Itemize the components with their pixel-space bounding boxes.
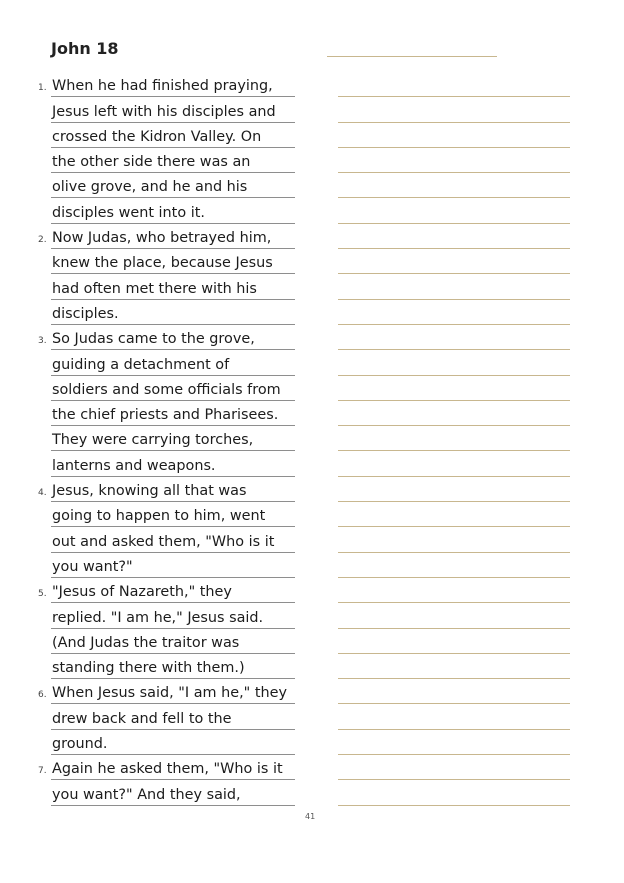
verse-line [51, 553, 295, 578]
writing-line[interactable] [338, 730, 570, 755]
verse-line [51, 502, 295, 527]
verse-line [51, 148, 295, 173]
verse-line [38, 578, 295, 603]
verse-text: When he had finished praying, [52, 78, 273, 95]
writing-line[interactable] [338, 477, 570, 502]
verse-text: standing there with them.) [52, 660, 245, 677]
writing-line[interactable] [338, 148, 570, 173]
verse-line [51, 527, 295, 552]
verse-line [51, 426, 295, 451]
writing-line[interactable] [338, 780, 570, 805]
page-title: John 18 [51, 39, 119, 58]
verse-line [38, 72, 295, 97]
verse-text: crossed the Kidron Valley. On [52, 128, 262, 145]
verse-number: 3. [38, 336, 47, 347]
writing-line[interactable] [338, 173, 570, 198]
writing-column [338, 72, 570, 806]
verse-line [51, 123, 295, 148]
verse-line [51, 97, 295, 122]
verse-number: 6. [38, 690, 47, 701]
writing-line[interactable] [338, 224, 570, 249]
verse-text: drew back and fell to the [52, 710, 232, 727]
writing-line[interactable] [338, 654, 570, 679]
verse-text: knew the place, because Jesus [52, 255, 273, 272]
writing-line[interactable] [338, 249, 570, 274]
verse-text: replied. "I am he," Jesus said. [52, 609, 264, 626]
verse-line [51, 173, 295, 198]
writing-line[interactable] [338, 274, 570, 299]
writing-line[interactable] [338, 603, 570, 628]
verse-line [51, 654, 295, 679]
verse-text: (And Judas the traitor was [52, 634, 240, 651]
writing-line[interactable] [338, 376, 570, 401]
verse-number: 7. [38, 766, 47, 777]
verse-number: 1. [38, 83, 47, 94]
writing-line[interactable] [338, 451, 570, 476]
verse-text: disciples. [52, 305, 119, 322]
verse-line [38, 325, 295, 350]
verse-line [51, 704, 295, 729]
writing-line[interactable] [338, 198, 570, 223]
verse-line [51, 780, 295, 805]
verse-text: Again he asked them, "Who is it [52, 761, 283, 778]
verse-line [51, 350, 295, 375]
verse-text: you want?" [52, 558, 133, 575]
verse-number: 2. [38, 235, 47, 246]
verse-line [38, 224, 295, 249]
verse-text: When Jesus said, "I am he," they [52, 685, 288, 702]
verse-text: the chief priests and Pharisees. [52, 407, 279, 424]
verse-text: olive grove, and he and his [52, 179, 248, 196]
writing-line[interactable] [338, 629, 570, 654]
verse-text: you want?" And they said, [52, 786, 241, 803]
writing-line[interactable] [338, 578, 570, 603]
verse-text: ground. [52, 736, 108, 753]
verse-text: lanterns and weapons. [52, 457, 216, 474]
verse-line [38, 477, 295, 502]
verse-line [51, 451, 295, 476]
verse-line [51, 249, 295, 274]
writing-line[interactable] [338, 123, 570, 148]
verse-text: soldiers and some officials from [52, 381, 281, 398]
writing-line[interactable] [338, 704, 570, 729]
verse-line [51, 629, 295, 654]
writing-line[interactable] [338, 426, 570, 451]
writing-line[interactable] [338, 97, 570, 122]
writing-line[interactable] [338, 679, 570, 704]
verse-text: Jesus left with his disciples and [52, 103, 276, 120]
writing-line[interactable] [338, 72, 570, 97]
writing-line[interactable] [338, 502, 570, 527]
verse-text: going to happen to him, went [52, 508, 266, 525]
verse-text-column [38, 72, 298, 806]
writing-line[interactable] [338, 325, 570, 350]
writing-line[interactable] [338, 553, 570, 578]
title-writing-line[interactable] [327, 56, 497, 57]
verse-text: had often met there with his [52, 280, 257, 297]
verse-text: out and asked them, "Who is it [52, 533, 275, 550]
verse-line [51, 730, 295, 755]
verse-text: Now Judas, who betrayed him, [52, 230, 272, 247]
verse-text: "Jesus of Nazareth," they [52, 584, 232, 601]
verse-text: disciples went into it. [52, 204, 205, 221]
verse-text: guiding a detachment of [52, 356, 230, 373]
verse-line [51, 274, 295, 299]
verse-line [38, 755, 295, 780]
verse-line [38, 679, 295, 704]
writing-line[interactable] [338, 401, 570, 426]
writing-line[interactable] [338, 755, 570, 780]
verse-text: They were carrying torches, [52, 432, 254, 449]
page-number: 41 [305, 812, 316, 821]
verse-line [51, 376, 295, 401]
writing-line[interactable] [338, 350, 570, 375]
verse-number: 4. [38, 488, 47, 499]
writing-line[interactable] [338, 300, 570, 325]
verse-line [51, 603, 295, 628]
verse-line [51, 401, 295, 426]
writing-line[interactable] [338, 527, 570, 552]
verse-line [51, 198, 295, 223]
verse-text: Jesus, knowing all that was [52, 483, 247, 500]
verse-text: So Judas came to the grove, [52, 331, 255, 348]
verse-text: the other side there was an [52, 154, 251, 171]
verse-number: 5. [38, 589, 47, 600]
verse-line [51, 300, 295, 325]
